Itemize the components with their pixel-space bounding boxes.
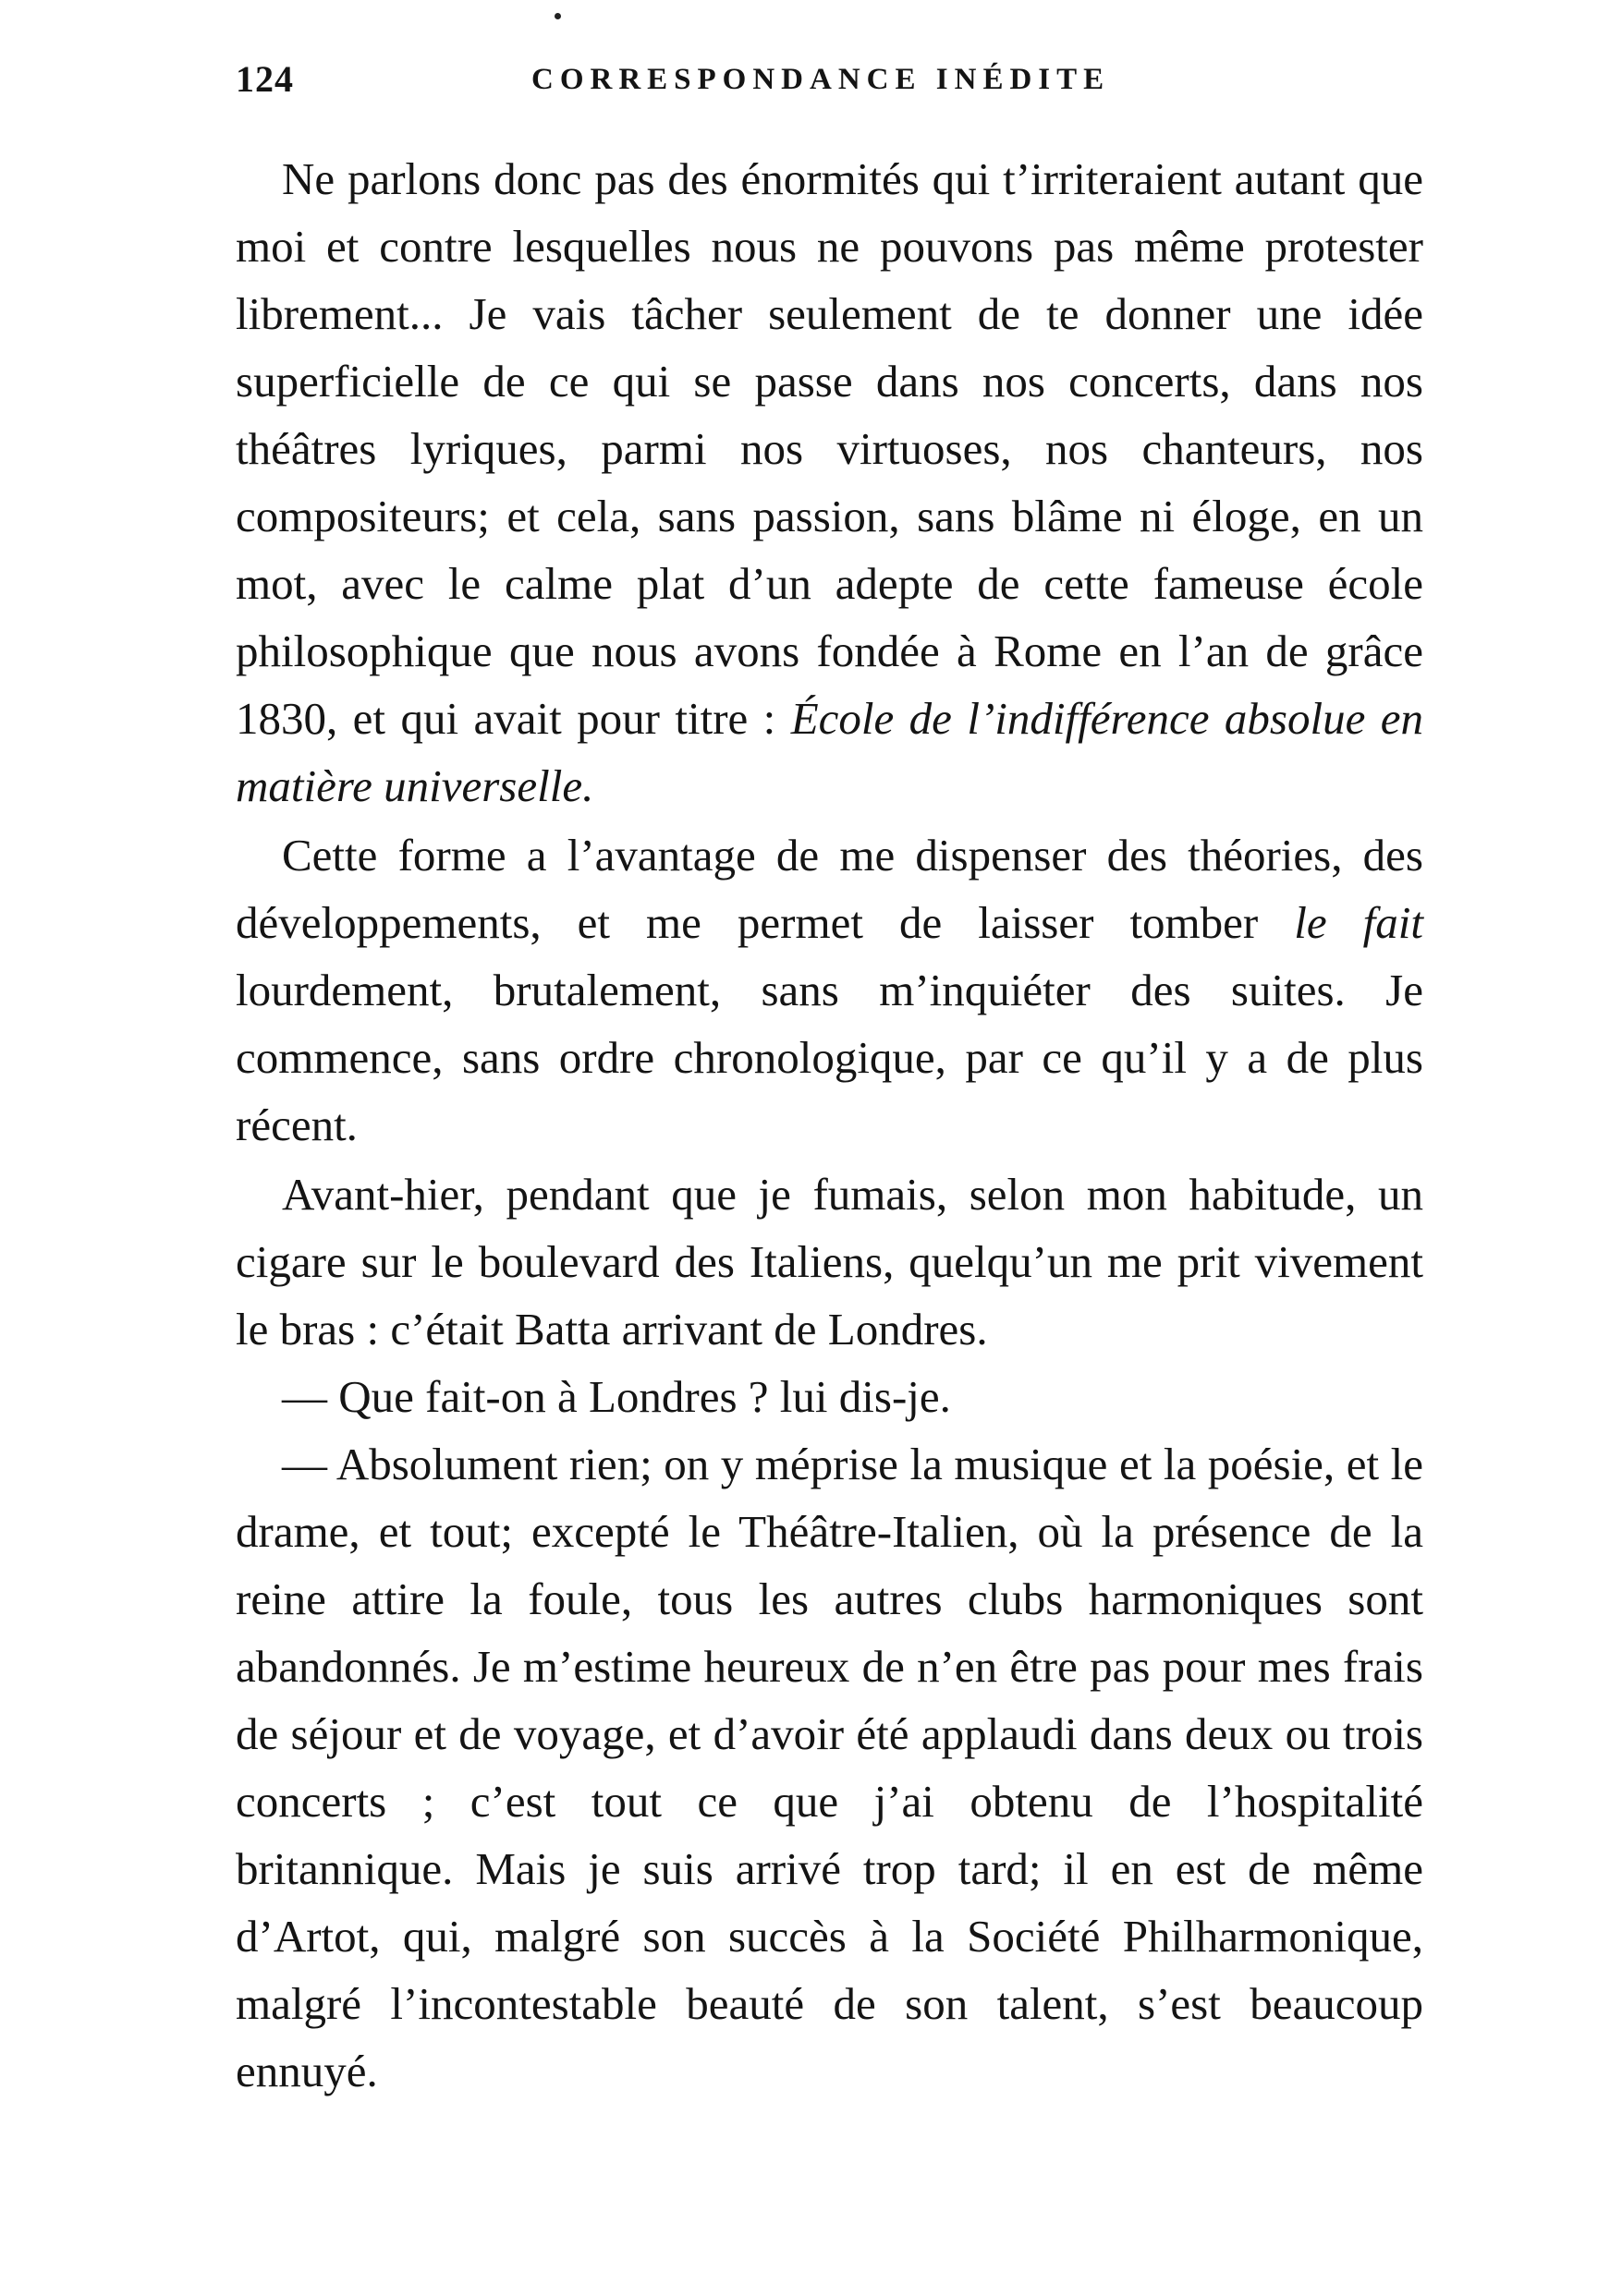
paragraph-2 xyxy=(236,821,1423,1159)
body-text xyxy=(236,145,1423,2105)
paragraph-1-italic: École de l’indifférence absolue en matière universelle. xyxy=(236,693,1423,811)
page-header xyxy=(236,57,1423,113)
print-speck xyxy=(555,13,561,19)
page-number: 124 xyxy=(236,58,294,100)
paragraph-3: Avant-hier, pendant que je fumais, selon mon habitude, un cigare sur le boulevard des Italiens, quelqu’un me prit vivement le bras : c’était Batta arrivant de Londres. xyxy=(236,1169,1423,1355)
paragraph-1 xyxy=(236,145,1423,820)
dialogue-line-2: — Absolument rien; on y méprise la musique et la poésie, et le drame, et tout; excepté le Théâtre-Italien, où la présence de la reine attire la foule, tous les autres clubs harmoniques sont abandonnés. Je m’estime heureux de n’en être pas pour mes frais de séjour et de voyage, et d’avoir été applaudi dans deux ou trois concerts ; c’est tout ce que j’ai obtenu de l’hospitalité britannique. Mais je suis arrivé trop tard; il en est de même d’Artot, qui, malgré son succès à la Société Philharmonique, malgré l’incontestable beauté de son talent, s’est beaucoup ennuyé. xyxy=(236,1439,1423,2096)
dialogue-line-1: — Que fait-on à Londres ? lui dis-je. xyxy=(282,1371,951,1422)
paragraph-2-text-b: lourdement, brutalement, sans m’inquiéter des suites. Je commence, sans ordre chronologique, par ce qu’il y a de plus récent. xyxy=(236,965,1423,1150)
running-title: CORRESPONDANCE INÉDITE xyxy=(531,63,1111,96)
paragraph-2-text-a: Cette forme a l’avantage de me dispenser des théories, des développements, et me permet de laisser tomber xyxy=(236,830,1423,948)
paragraph-1-text: Ne parlons donc pas des énormités qui t’irriteraient autant que moi et contre lesquelles nous ne pouvons pas même protester librement... Je vais tâcher seulement de te donner une idée superficielle de ce qui se passe dans nos concerts, dans nos théâtres lyriques, parmi nos virtuoses, nos chanteurs, nos compositeurs; et cela, sans passion, sans blâme ni éloge, en un mot, avec le calme plat d’un adepte de cette fameuse école philosophique que nous avons fondée à Rome en l’an de grâce 1830, et qui avait pour titre : xyxy=(236,153,1423,744)
paragraph-2-italic: le fait xyxy=(1294,897,1423,948)
